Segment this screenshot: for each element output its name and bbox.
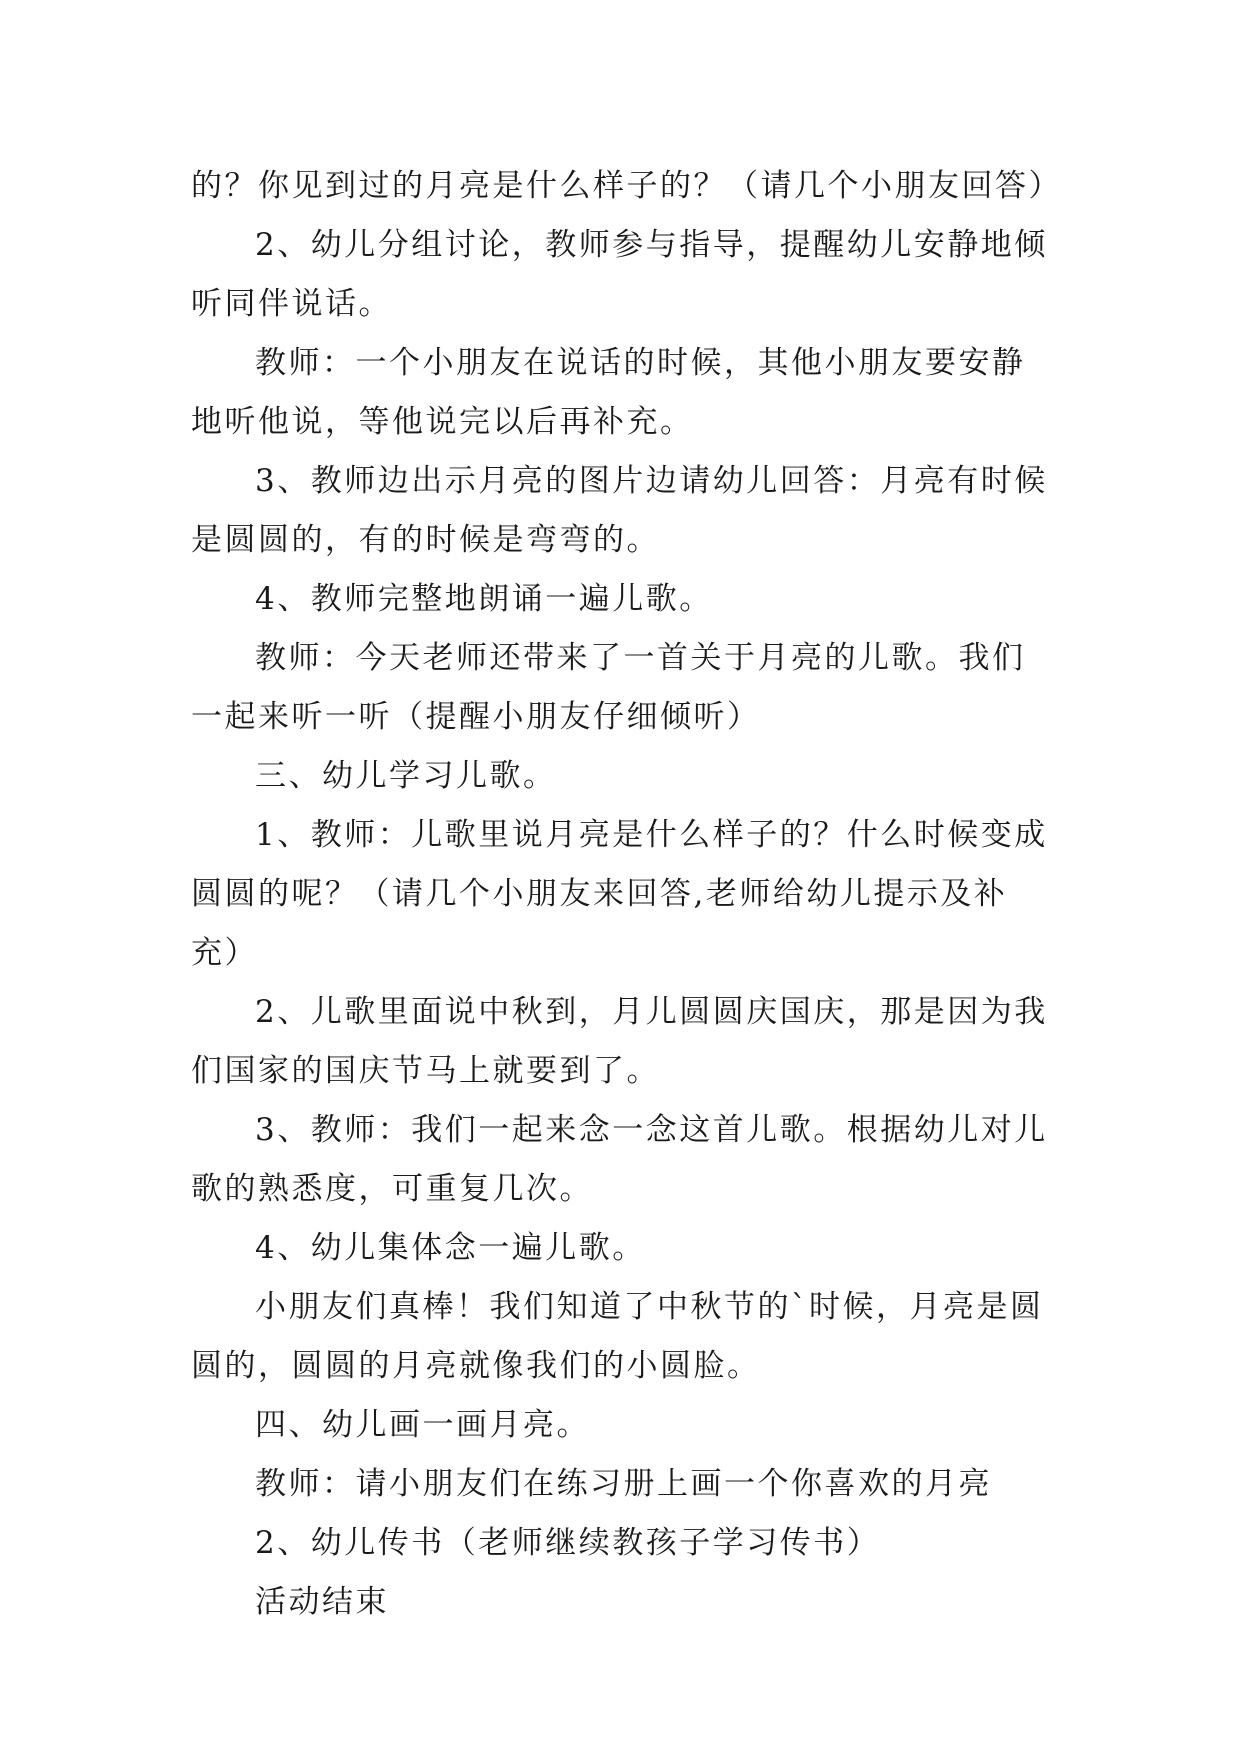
paragraph: 四、幼儿画一画月亮。 xyxy=(255,1407,590,1443)
paragraph: 教师：今天老师还带来了一首关于月亮的儿歌。我们一起来听一听（提醒小朋友仔细倾听） xyxy=(191,640,1026,735)
paragraph: 4、教师完整地朗诵一遍儿歌。 xyxy=(255,581,713,617)
paragraph: 1、教师：儿歌里说月亮是什么样子的？什么时候变成圆圆的呢？（请几个小朋友来回答,老师给幼儿提示及补充） xyxy=(191,817,1048,971)
paragraph: 3、教师：我们一起来念一念这首儿歌。根据幼儿对儿歌的熟悉度，可重复几次。 xyxy=(191,1112,1048,1207)
paragraph: 的？你见到过的月亮是什么样子的？（请几个小朋友回答） xyxy=(191,168,1062,204)
paragraph: 教师：一个小朋友在说话的时候，其他小朋友要安静地听他说，等他说完以后再补充。 xyxy=(191,345,1026,440)
paragraph: 2、幼儿分组讨论，教师参与指导，提醒幼儿安静地倾听同伴说话。 xyxy=(191,227,1048,322)
document-body xyxy=(191,157,1062,1632)
paragraph: 三、幼儿学习儿歌。 xyxy=(255,758,557,794)
paragraph: 小朋友们真棒！我们知道了中秋节的`时候，月亮是圆圆的，圆圆的月亮就像我们的小圆脸。 xyxy=(191,1289,1044,1384)
paragraph: 4、幼儿集体念一遍儿歌。 xyxy=(255,1230,646,1266)
paragraph: 3、教师边出示月亮的图片边请幼儿回答：月亮有时候是圆圆的，有的时候是弯弯的。 xyxy=(191,463,1048,558)
paragraph: 2、儿歌里面说中秋到，月儿圆圆庆国庆，那是因为我们国家的国庆节马上就要到了。 xyxy=(191,994,1048,1089)
paragraph: 活动结束 xyxy=(255,1584,389,1620)
paragraph: 教师：请小朋友们在练习册上画一个你喜欢的月亮 xyxy=(255,1466,992,1502)
paragraph: 2、幼儿传书（老师继续教孩子学习传书） xyxy=(255,1525,881,1561)
